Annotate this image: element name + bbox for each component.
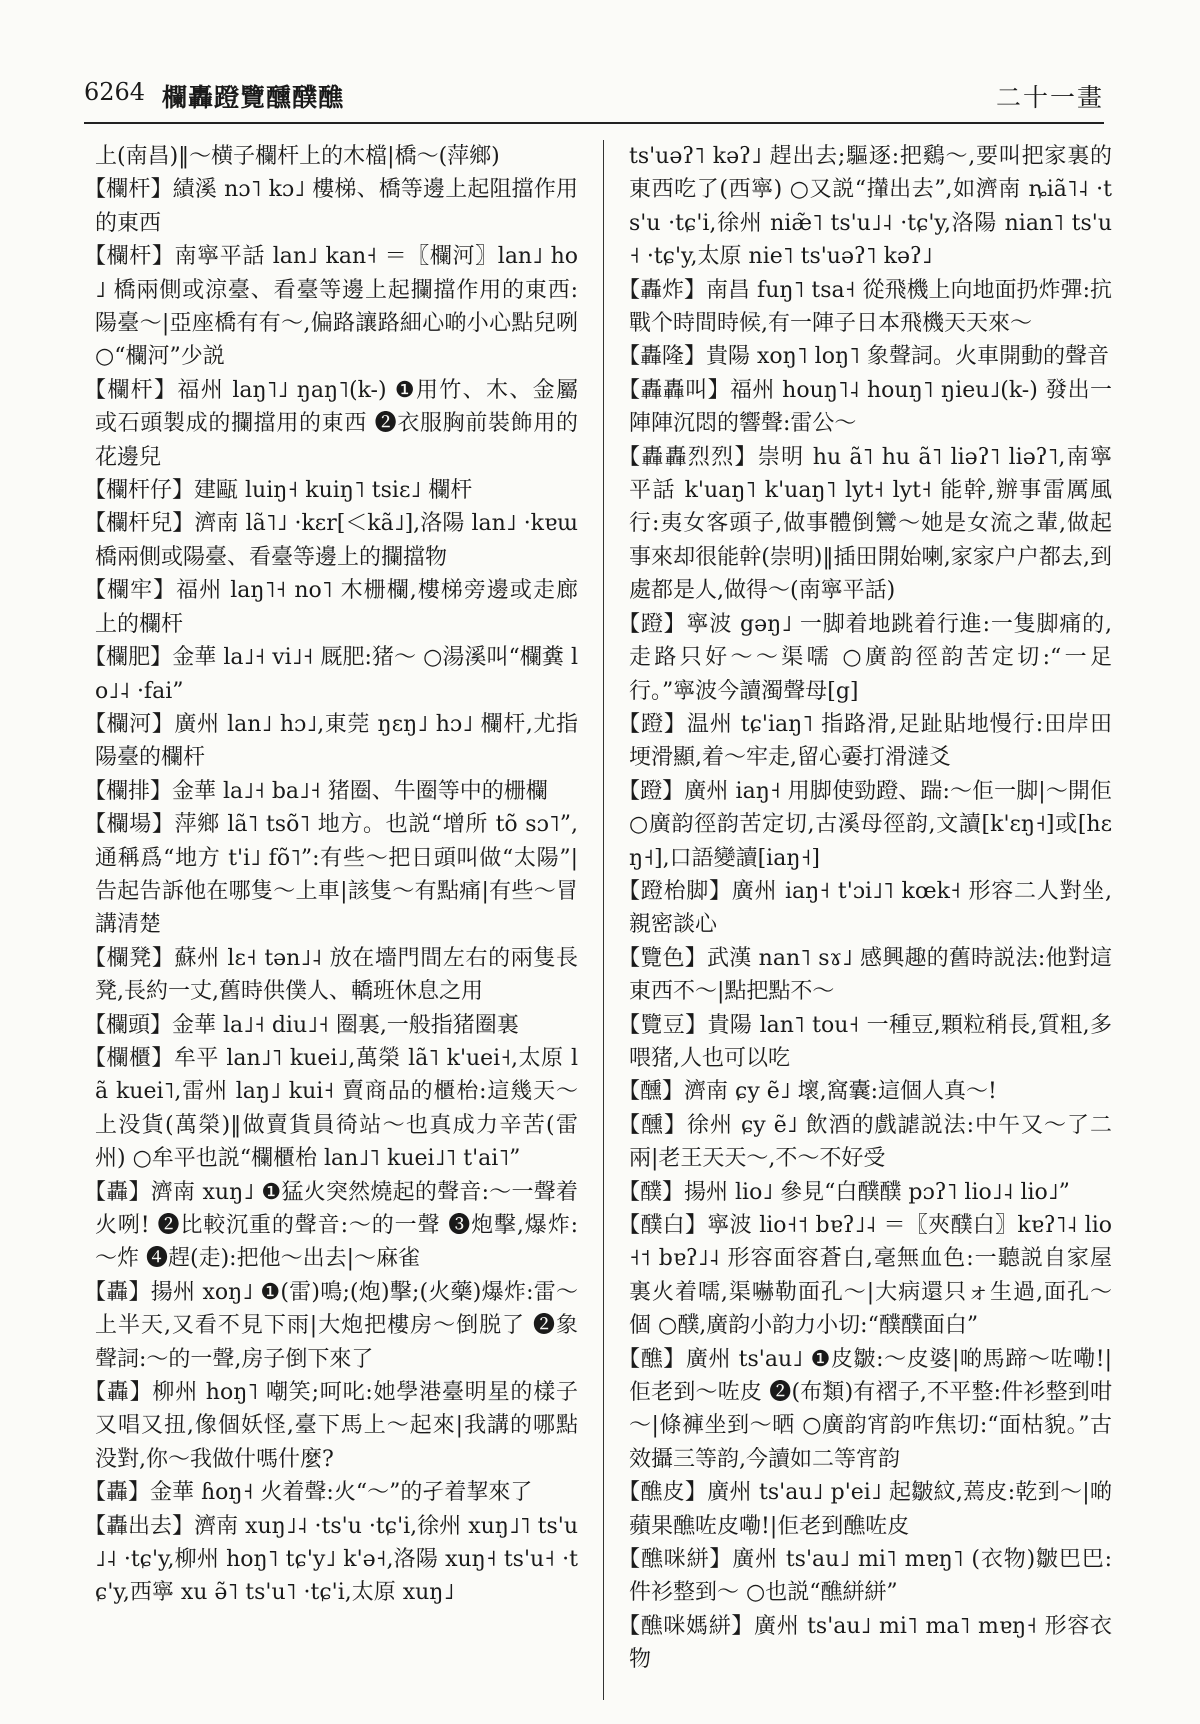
dictionary-entry: ts'uəʔ˥ kəʔ˩ 趕出去;驅逐:把鷄～,要叫把家裏的東西吃了(西寧) ○又説“攆出去”,如濟南 ȵiã˥˨ ·ts'u ·tɕ'i,徐州 niæ̃˥ ts'u˩˨ ·tɕ'y,洛陽 nian˥ ts'u˧ ·tɕ'y,太原 nie˥ ts'uəʔ˥ kəʔ˩: [629, 144, 1112, 270]
page-header: [84, 78, 1104, 122]
dictionary-entry: 【欄場】萍鄉 lã˥ tsõ˥ 地方。也説“增所 tõ sɔ˥”,通稱爲“地方 t'i˩ fõ˥”:有些～把日頭叫做“太陽”|告起告訴他在哪隻～上車|該隻～有點痛|有些～冒講清楚: [84, 812, 578, 938]
dictionary-entry: 【醮咪媽絣】廣州 ts'au˩ mi˥ ma˥ mɐŋ˧ 形容衣物: [618, 1613, 1112, 1673]
dictionary-entry: 【蹬】温州 tɕ'iaŋ˥ 指路滑,足趾貼地慢行:田岸田埂滑顯,着～牢走,留心嫑打滑澾爻: [618, 711, 1112, 771]
dictionary-entry: 【欄杆】南寧平話 lan˩ kan˧ ＝〖欄河〗lan˩ ho˩ 橋兩側或涼臺、看臺等邊上起攔擋作用的東西:陽臺～|亞座橋有有～,偏路讓路細心啲小心點兒咧 ○“欄河”少説: [84, 244, 578, 370]
dictionary-entry: 【蹬】廣州 iaŋ˧ 用脚使勁蹬、踹:～佢一脚|～開佢 ○廣韵徑韵苦定切,古溪母徑韵,文讀[k'ɛŋ˧]或[hɛŋ˧],口語變讀[iaŋ˧]: [618, 778, 1112, 871]
dictionary-entry: 【轟】揚州 xoŋ˩ ❶(雷)鳴;(炮)擊;(火藥)爆炸:雷～上半天,又看不見下雨|大炮把樓房～倒脱了 ❷象聲詞:～的一聲,房子倒下來了: [84, 1279, 578, 1372]
right-column: [618, 140, 1112, 1700]
dictionary-entry: 【轟隆】貴陽 xoŋ˥ loŋ˥ 象聲詞。火車開動的聲音: [618, 344, 1109, 370]
dictionary-entry: 【轟】金華 ɦoŋ˧ 火着聲:火“～”的孑着挈來了: [84, 1480, 533, 1506]
dictionary-entry: 【欄凳】蘇州 lɛ˧ tən˩˨ 放在墻門間左右的兩隻長凳,長約一丈,舊時供僕人、轎班休息之用: [84, 945, 578, 1005]
dictionary-entry: 【欄河】廣州 lan˩ hɔ˩,東莞 ŋɛŋ˩ hɔ˩ 欄杆,尤指陽臺的欄杆: [84, 711, 578, 771]
dictionary-entry: 【轟轟烈烈】崇明 hu ã˥ hu ã˥ liəʔ˥ liəʔ˥,南寧平話 k'uaŋ˥ k'uaŋ˥ lyt˧ lyt˧ 能幹,辦事雷厲風行:夷女客頭子,做事體倒鸞～她是女流之輩,做起事來却很能幹(崇明)‖插田開始喇,家家户户都去,到處都是人,做得～(南寧平話): [618, 444, 1112, 604]
dictionary-entry: 【欄杆】福州 laŋ˥˩ ŋaŋ˥(k-) ❶用竹、木、金屬或石頭製成的攔擋用的東西 ❷衣服胸前裝飾用的花邊兒: [84, 377, 578, 470]
dictionary-entry: 【覽色】武漢 nan˥ sɤ˩ 感興趣的舊時説法:他對這東西不～|點把點不～: [618, 945, 1112, 1005]
column-divider: [603, 140, 604, 1700]
dictionary-entry: 【轟炸】南昌 fuŋ˥ tsa˧ 從飛機上向地面扔炸彈:抗戰个時間時候,有一陣子日本飛機天天來～: [618, 277, 1112, 337]
dictionary-entry: 【欄肥】金華 la˩˧ vi˩˧ 厩肥:猪～ ○湯溪叫“欄糞 lo˩˨ ·fai”: [84, 645, 578, 704]
dictionary-entry: 【轟】柳州 hoŋ˥ 嘲笑;呵叱:她學港臺明星的樣子又唱又扭,像個妖怪,臺下馬上～起來|我講的哪點没對,你～我做什嗎什麼?: [84, 1380, 578, 1472]
dictionary-entry: 【轟出去】濟南 xuŋ˩˨ ·ts'u ·tɕ'i,徐州 xuŋ˩˥ ts'u˩˨ ·tɕ'y,柳州 hoŋ˥ tɕ'y˩ k'ə˧,洛陽 xuŋ˧ ts'u˧ ·tɕ'y,西寧 xu ə̃˥ ts'u˥ ·tɕ'i,太原 xuŋ˩: [84, 1513, 578, 1606]
head-characters: 欄轟蹬覽醺醭醮: [162, 83, 345, 112]
dictionary-entry: 【蹬枱脚】廣州 iaŋ˧ t'ɔi˩˥ kœk˧ 形容二人對坐,親密談心: [618, 878, 1112, 938]
dictionary-entry: 【醭】揚州 lio˩ 參見“白醭醭 pɔʔ˥ lio˩˨ lio˩”: [618, 1179, 1070, 1205]
page-number: 6264: [84, 78, 146, 106]
dictionary-entry: 【醮皮】廣州 ts'au˩ p'ei˩ 起皺紋,蔫皮:乾到～|啲蘋果醮咗皮嘞!|佢老到醮咗皮: [618, 1480, 1112, 1539]
dictionary-entry: 【欄杆仔】建甌 luiŋ˧ kuiŋ˥ tsiɛ˩ 欄杆: [84, 478, 473, 504]
dictionary-entry: 【覽豆】貴陽 lan˥ tou˧ 一種豆,顆粒稍長,質粗,多喂猪,人也可以吃: [618, 1012, 1112, 1071]
dictionary-entry: 【欄牢】福州 laŋ˥˧ no˥ 木栅欄,樓梯旁邊或走廊上的欄杆: [84, 578, 578, 637]
dictionary-entry: 【轟】濟南 xuŋ˩ ❶猛火突然燒起的聲音:～一聲着火咧! ❷比較沉重的聲音:～的一聲 ❸炮擊,爆炸:～炸 ❹趕(走):把他～出去|～麻雀: [84, 1179, 578, 1272]
left-column: [84, 140, 578, 1700]
dictionary-entry: 【欄頭】金華 la˩˧ diu˩˧ 圈裏,一般指猪圈裏: [84, 1012, 519, 1038]
dictionary-entry: 【欄櫃】牟平 lan˩˥ kuei˩,萬榮 lã˥ k'uei˧,太原 lã kuei˥,雷州 laŋ˩ kui˧ 賣商品的櫃枱:這幾天～上没貨(萬榮)‖做賣貨員徛站～也真成力辛苦(雷州) ○牟平也説“欄櫃枱 lan˩˥ kuei˩˥ t'ai˥”: [84, 1045, 578, 1172]
dictionary-entry: 【醺】徐州 ɕy ẽ˩ 飲酒的戲謔説法:中午又～了二兩|老王天天～,不～不好受: [618, 1112, 1112, 1172]
stroke-count: 二十一畫: [995, 83, 1104, 112]
dictionary-entry: 【醮咪絣】廣州 ts'au˩ mi˥ mɐŋ˥ (衣物)皺巴巴:件衫整到～ ○也説“醮絣絣”: [618, 1547, 1112, 1606]
dictionary-entry: 上(南昌)‖～横子欄杆上的木檔|橋～(萍鄉): [95, 144, 500, 169]
dictionary-entry: 【欄杆】績溪 nɔ˥ kɔ˩ 樓梯、橋等邊上起阻擋作用的東西: [84, 177, 578, 236]
dictionary-entry: 【醮】廣州 ts'au˩ ❶皮皺:～皮婆|啲馬蹄～咗嘞!|佢老到～咗皮 ❷(布類)有褶子,不平整:件衫整到咁～|條褲坐到～晒 ○廣韵宵韵咋焦切:“面枯貌。”古效攝三等韵,今讀如二等宵韵: [618, 1346, 1112, 1472]
dictionary-entry: 【醭白】寧波 lio˧˦ bɐʔ˩˨ ＝〖夾醭白〗kɐʔ˥˨ lio˧˦ bɐʔ˩˨ 形容面容蒼白,毫無血色:一聽説自家屋裏火着嚅,渠嚇勒面孔～|大病還只ォ生過,面孔～個 ○醭,廣韵小韵力小切:“醭醭面白”: [618, 1213, 1112, 1339]
dictionary-entry: 【欄杆兒】濟南 lã˥˩ ·kɛr[＜kã˩],洛陽 lan˩ ·kɐɯ 橋兩側或陽臺、看臺等邊上的攔擋物: [84, 511, 578, 570]
dictionary-entry: 【欄排】金華 la˩˧ ba˩˧ 猪圈、牛圈等中的栅欄: [84, 778, 548, 804]
dictionary-entry: 【醺】濟南 ɕy ẽ˩ 壞,窩囊:這個人真～!: [618, 1079, 997, 1105]
dictionary-entry: 【轟轟叫】福州 houŋ˥˨ houŋ˥ ŋieu˩(k-) 發出一陣陣沉悶的響聲:雷公～: [618, 377, 1112, 437]
dictionary-entry: 【蹬】寧波 gəŋ˩ 一脚着地跳着行進:一隻脚痛的,走路只好～～渠嚅 ○廣韵徑韵苦定切:“一足行。”寧波今讀濁聲母[g]: [618, 611, 1112, 704]
header-rule: [84, 122, 1104, 124]
